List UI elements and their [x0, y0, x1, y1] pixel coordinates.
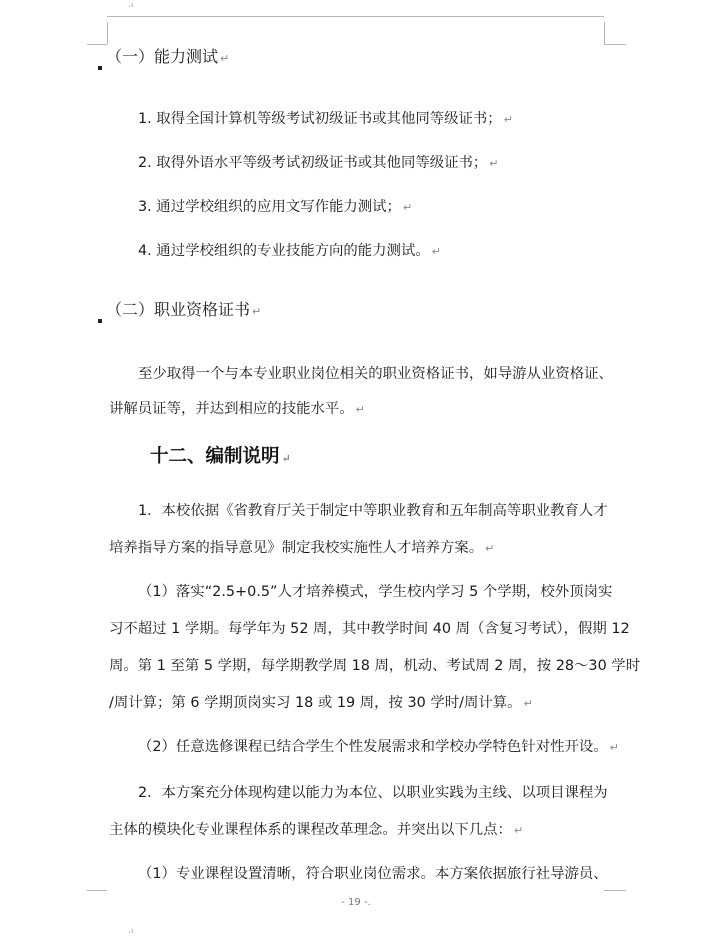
list-item: 1. 取得全国计算机等级考试初级证书或其他同等级证书； ↵ — [138, 111, 513, 127]
paragraph-line: 培养指导方案的指导意见》制定我校实施性人才培养方案。 ↵ — [109, 540, 495, 556]
crop-mark-bottom-left-h — [87, 890, 107, 891]
header-rule — [107, 16, 604, 17]
paragraph-line: 主体的模块化专业课程体系的课程改革理念。并突出以下几点： ↵ — [109, 822, 524, 838]
section-heading-ability: （一）能力测试 ↵ — [106, 47, 230, 66]
list-item: 4. 通过学校组织的专业技能方向的能力测试。 ↵ — [138, 243, 441, 259]
list-item: 2. 取得外语水平等级考试初级证书或其他同等级证书； ↵ — [138, 155, 499, 171]
chapter-title: 十二、编制说明 ↵ — [150, 446, 291, 467]
paragraph-line: 至少取得一个与本专业职业岗位相关的职业资格证书，如导游从业资格证、 — [138, 366, 613, 382]
header-mark: ·¹ — [128, 2, 134, 11]
list-item: 3. 通过学校组织的应用文写作能力测试； ↵ — [138, 199, 413, 215]
paragraph-line: 1．本校依据《省教育厅关于制定中等职业教育和五年制高等职业教育人才 — [138, 503, 608, 519]
crop-mark-top-right-h — [604, 44, 626, 45]
crop-mark-top-left-v — [107, 22, 108, 44]
page-number: - 19 -. — [341, 897, 371, 908]
heading-bullet — [98, 319, 102, 323]
heading-bullet — [98, 66, 102, 70]
paragraph-line: 习不超过 1 学期。每学年为 52 周，其中教学时间 40 周（含复习考试），假期 12 — [109, 621, 630, 637]
paragraph-line: （1）落实“2.5+0.5”人才培养模式，学生校内学习 5 个学期，校外顶岗实 — [138, 584, 613, 600]
footer-mark: ·¹ — [128, 928, 134, 937]
crop-mark-bottom-right-h — [604, 890, 626, 891]
section-heading-cert: （二）职业资格证书 ↵ — [106, 300, 262, 319]
crop-mark-top-right-v — [604, 22, 605, 44]
paragraph-line: 周。第 1 至第 5 学期，每学期教学周 18 周，机动、考试周 2 周，按 28～30 学时 — [109, 658, 641, 674]
crop-mark-top-left-h — [87, 44, 107, 45]
paragraph-line: /周计算；第 6 学期顶岗实习 18 或 19 周，按 30 学时/周计算。 ↵ — [109, 695, 533, 711]
paragraph-line: （1）专业课程设置清晰，符合职业岗位需求。本方案依据旅行社导游员、 — [138, 866, 608, 882]
paragraph-line: （2）任意选修课程已结合学生个性发展需求和学校办学特色针对性开设。 ↵ — [138, 739, 619, 755]
paragraph-line: 讲解员证等，并达到相应的技能水平。 ↵ — [109, 401, 365, 417]
paragraph-line: 2．本方案充分体现构建以能力为本位、以职业实践为主线、以项目课程为 — [138, 785, 608, 801]
